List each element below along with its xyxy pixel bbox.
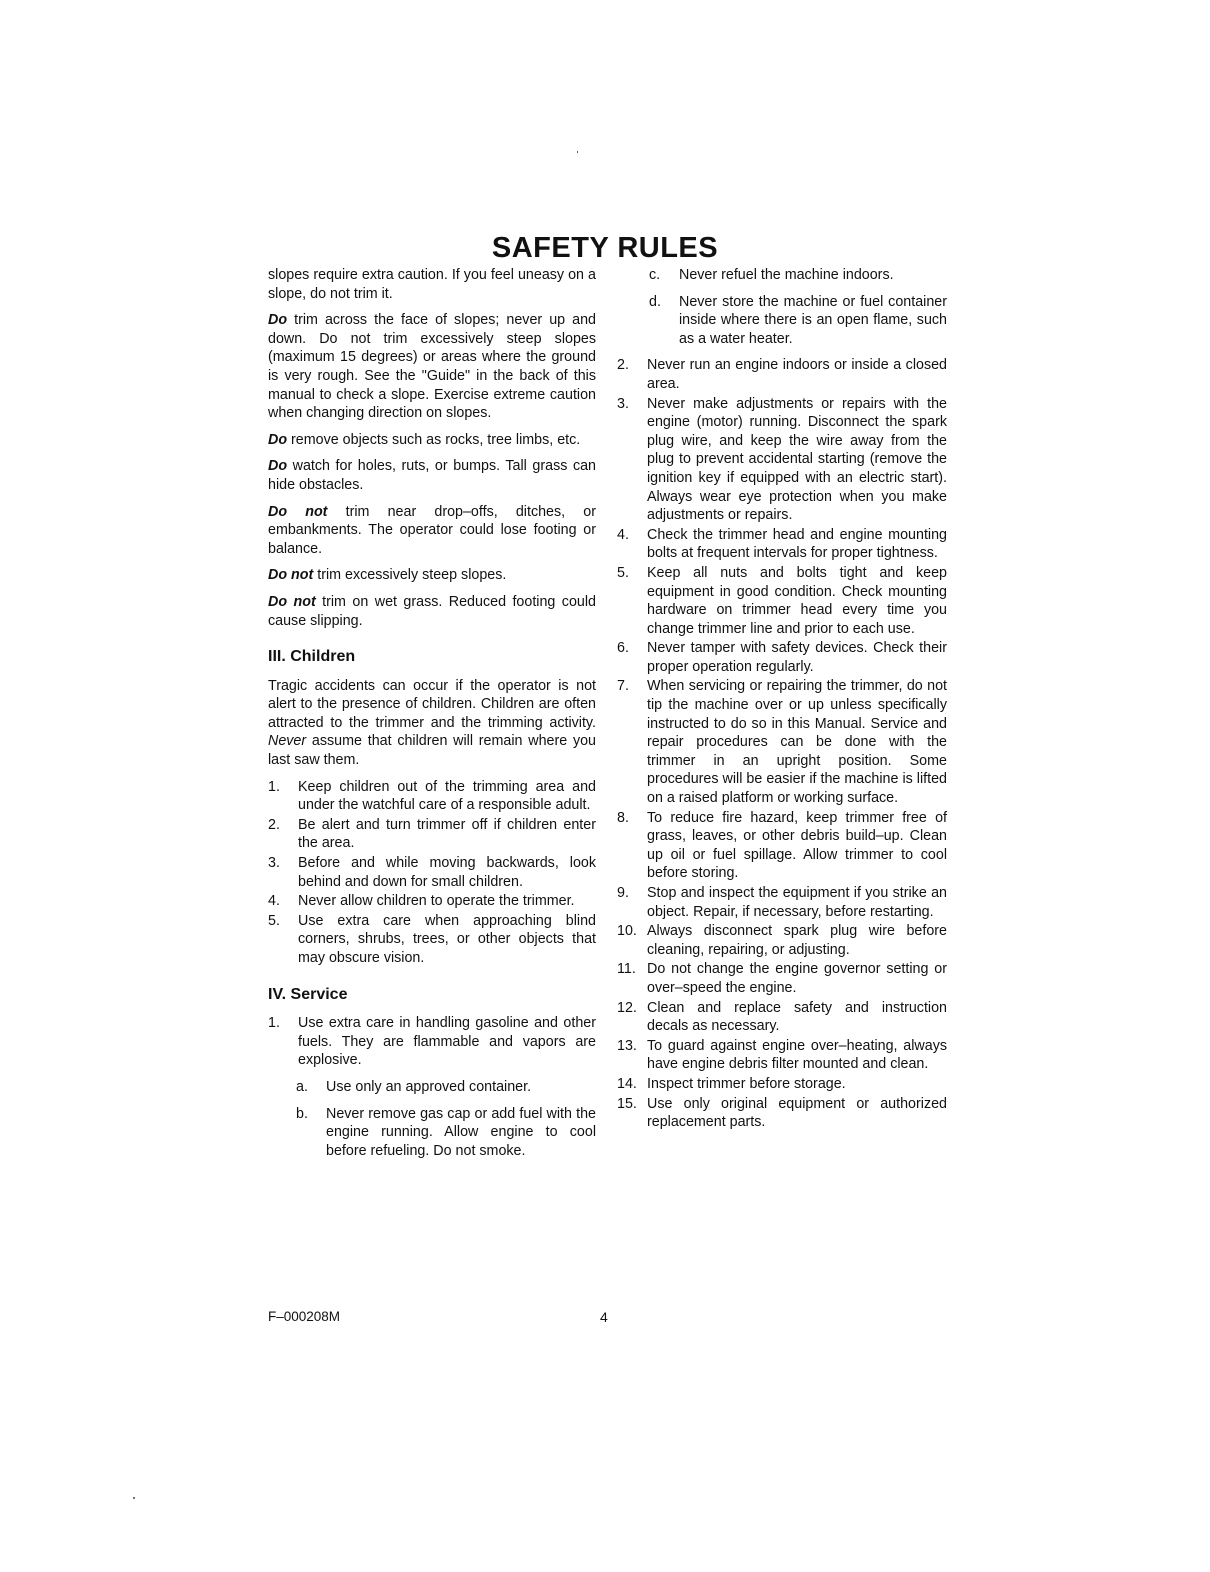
sub-list-item: a. Use only an approved container. [296,1078,532,1095]
list-item: 5. Use extra care when approaching blind corners, shrubs, trees, or other objects that may obscure vision. [268,912,596,966]
list-item: 3. Before and while moving backwards, look behind and down for small children. [268,855,596,890]
list-item: 8. To reduce fire hazard, keep trimmer free of grass, leaves, or other debris build–up. Clean up oil or fuel spillage. Allow trimmer to cool before storing. [617,809,947,882]
children-list [268,778,596,968]
paragraph-drop-offs: Do not trim near drop–offs, ditches, or embankments. The operator could lose footing or balance. [268,503,596,557]
sub-list-item: d. Never store the machine or fuel container inside where there is an open flame, such as a water heater. [649,293,947,347]
document-code: F–000208M [268,1309,341,1324]
list-item: 14. Inspect trimmer before storage. [617,1075,846,1092]
list-item: 15. Use only original equipment or authorized replacement parts. [617,1095,947,1131]
list-item: 6. Never tamper with safety devices. Check their proper operation regularly. [617,640,947,675]
scan-speck [577,151,578,153]
sub-list-item: b. Never remove gas cap or add fuel with the engine running. Allow engine to cool before refueling. Do not smoke. [296,1105,596,1159]
paragraph-children-intro: Tragic accidents can occur if the operator is not alert to the presence of children. Children are often attracted to the trimmer and the trimming activity. Never assume that children will remain where you last saw them. [268,677,596,769]
paragraph-wet-grass: Do not trim on wet grass. Reduced footing could cause slipping. [268,593,596,629]
list-item: 9. Stop and inspect the equipment if you strike an object. Repair, if necessary, before restarting. [617,885,947,920]
section-heading-children: III. Children [268,648,356,666]
page-number: 4 [600,1309,608,1325]
list-item: 1. Keep children out of the trimming area and under the watchful care of a responsible adult. [268,778,596,814]
list-item: 2. Never run an engine indoors or inside a closed area. [617,357,947,392]
left-column [268,266,596,1168]
list-item: 4. Never allow children to operate the trimmer. [268,893,575,910]
paragraph-steep-slopes: Do not trim excessively steep slopes. [268,567,507,584]
list-item: 4. Check the trimmer head and engine mounting bolts at frequent intervals for proper tightness. [617,526,947,562]
list-item: 3. Never make adjustments or repairs with the engine (motor) running. Disconnect the spark plug wire, and keep the wire away from the plug to prevent accidental starting (remove the ignition key if equipped with an electric start). Always wear eye protection when you make adjustments or repairs. [617,395,947,524]
page-title: SAFETY RULES [491,232,719,264]
paragraph-remove-objects: Do remove objects such as rocks, tree limbs, etc. [268,431,581,448]
list-item: 7. When servicing or repairing the trimmer, do not tip the machine over or up unless specifically instructed to do so in this Manual. Service and repair procedures can be done with the trimmer in an upright position. Some procedures will be easier if the machine is lifted on a raised platform or working surface. [617,678,947,807]
list-item: 5. Keep all nuts and bolts tight and keep equipment in good condition. Check mounting hardware on trimmer head every time you change trimmer line and prior to each use. [617,564,947,637]
list-item: 13. To guard against engine over–heating, always have engine debris filter mounted and clean. [617,1037,947,1073]
section-heading-service: IV. Service [268,985,348,1003]
paragraph-trim-across: Do trim across the face of slopes; never up and down. Do not trim excessively steep slopes (maximum 15 degrees) or areas where the ground is very rough. See the "Guide" in the back of this manual to check a slope. Exercise extreme caution when changing direction on slopes. [268,312,596,422]
list-item: 10. Always disconnect spark plug wire before cleaning, repairing, or adjusting. [617,923,947,958]
sub-list-item: c. Never refuel the machine indoors. [649,267,894,283]
list-item: 11. Do not change the engine governor setting or over–speed the engine. [617,961,947,996]
paragraph-watch-holes: Do watch for holes, ruts, or bumps. Tall grass can hide obstacles. [268,458,596,493]
list-item: 2. Be alert and turn trimmer off if children enter the area. [268,816,596,852]
scan-speck [133,1497,135,1499]
paragraph-slopes-caution: slopes require extra caution. If you feel uneasy on a slope, do not trim it. [268,267,596,302]
list-item: 1. Use extra care in handling gasoline and other fuels. They are flammable and vapors are explosive. [268,1015,596,1069]
list-item: 12. Clean and replace safety and instruction decals as necessary. [617,999,947,1035]
right-column [617,266,947,1133]
